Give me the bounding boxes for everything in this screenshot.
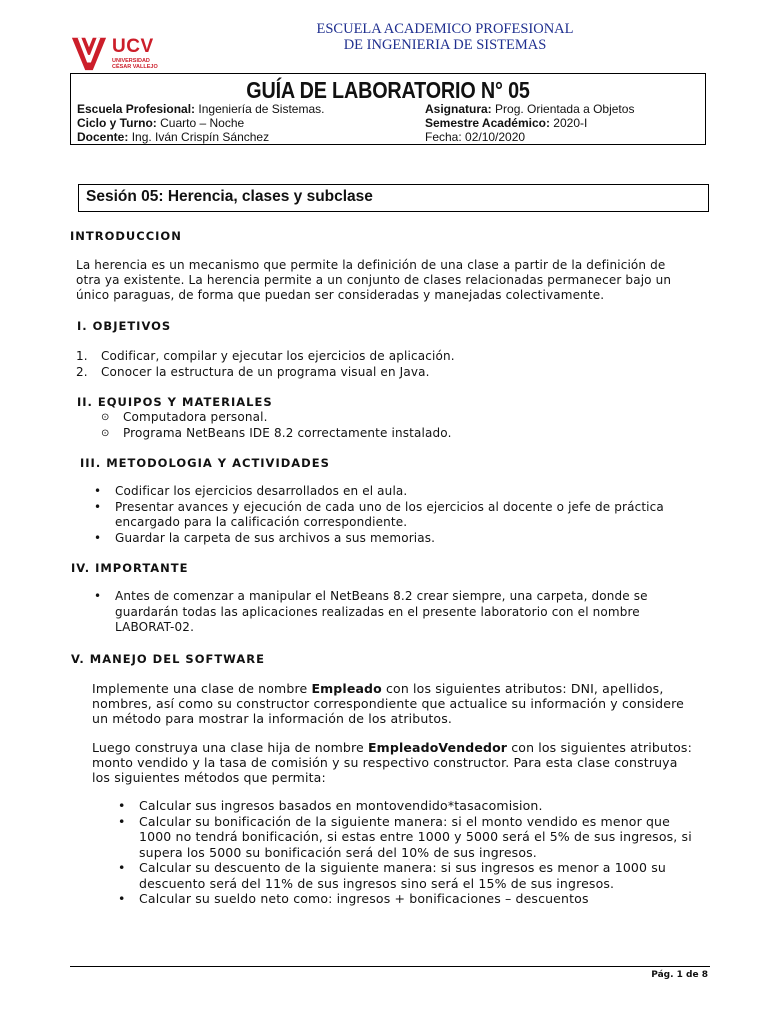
intro-line-1: La herencia es un mecanismo que permite la definición de una clase a partir de la definición de <box>76 258 666 272</box>
bullet-icon: • <box>118 860 126 875</box>
software-p1-line-2: nombres, así como su constructor correspondiente que actualice su información y considere <box>92 696 684 711</box>
school-header-line-1: ESCUELA ACADEMICO PROFESIONAL <box>316 21 574 37</box>
list-item-continuation: LABORAT-02. <box>115 620 195 634</box>
list-item-continuation: descuento será del 11% de sus ingresos sino será el 15% de sus ingresos. <box>139 875 615 891</box>
bullet-icon: • <box>94 589 102 603</box>
ucv-logo <box>70 34 170 74</box>
session-box <box>78 184 709 212</box>
ciclo-field: Ciclo y Turno: Cuarto – Noche <box>77 116 245 130</box>
guide-header-box <box>70 73 706 145</box>
list-item: 2. Conocer la estructura de un programa visual en Java. <box>76 364 430 379</box>
equipos-list <box>101 410 452 441</box>
list-item: • Calcular su sueldo neto como: ingresos + bonificaciones – descuentos <box>118 891 589 906</box>
bullet-icon: • <box>118 891 126 906</box>
list-item: 1. Codificar, compilar y ejecutar los ejercicios de aplicación. <box>76 349 455 363</box>
intro-line-2: otra ya existente. La herencia permite a un conjunto de clases relacionadas permanecer bajo un <box>76 273 672 287</box>
semestre-field: Semestre Académico: 2020-I <box>425 116 588 130</box>
clock-bullet-icon: ⊙ <box>101 427 110 439</box>
intro-line-3: único paraguas, de forma que puedan ser consideradas y manejadas colectivamente. <box>76 288 605 302</box>
page-number: Pág. 1 de 8 <box>651 970 708 980</box>
session-title: Sesión 05: Herencia, clases y subclase <box>86 188 373 205</box>
software-p2-line-2: monto vendido y la tasa de comisión y su respectivo constructor. Para esta clase construya <box>92 755 678 770</box>
fecha-field: Fecha: 02/10/2020 <box>425 130 526 144</box>
software-p1-line-3: un método para mostrar la información de los atributos. <box>92 711 453 726</box>
list-item-continuation: 1000 no tendrá bonificación, si estas entre 1000 y 5000 será el 5% de sus ingresos, si <box>139 829 692 844</box>
list-item: • Codificar los ejercicios desarrollados en el aula. <box>94 484 408 498</box>
equipos-heading: II. EQUIPOS Y MATERIALES <box>77 395 273 409</box>
metodologia-list <box>94 484 664 546</box>
importante-heading: IV. IMPORTANTE <box>71 561 189 575</box>
bullet-icon: • <box>94 530 102 545</box>
guide-title: GUÍA DE LABORATORIO N° 05 <box>246 77 530 103</box>
bullet-icon: • <box>94 484 102 498</box>
objetivos-heading: I. OBJETIVOS <box>77 319 172 333</box>
list-item-continuation: supera los 5000 su bonificación será del 10% de sus ingresos. <box>139 844 537 860</box>
bullet-icon: • <box>118 798 126 813</box>
bullet-icon: • <box>118 813 126 829</box>
docente-field: Docente: Ing. Iván Crispín Sánchez <box>77 130 270 144</box>
list-item: • Calcular su descuento de la siguiente manera: si sus ingresos es menor a 1000 su <box>118 860 666 875</box>
list-item: ⊙ Computadora personal. <box>101 410 268 424</box>
importante-list <box>94 589 648 636</box>
intro-heading: INTRODUCCION <box>70 229 182 243</box>
escuela-field: Escuela Profesional: Ingeniería de Sistemas. <box>77 102 325 116</box>
footer-divider <box>70 966 710 967</box>
list-item: • Guardar la carpeta de sus archivos a sus memorias. <box>94 530 436 545</box>
metodologia-heading: III. METODOLOGIA Y ACTIVIDADES <box>80 456 330 470</box>
list-item: ⊙ Programa NetBeans IDE 8.2 correctamente instalado. <box>101 425 452 440</box>
school-header <box>200 21 690 53</box>
list-item: • Presentar avances y ejecución de cada uno de los ejercicios al docente o jefe de práctica <box>94 499 664 514</box>
bullet-icon: • <box>94 499 102 514</box>
clock-bullet-icon: ⊙ <box>101 412 110 423</box>
software-p2-line-3: los siguientes métodos que permita: <box>92 770 326 785</box>
list-item: • Calcular su bonificación de la siguiente manera: si el monto vendido es menor que <box>118 813 670 829</box>
list-item: • Antes de comenzar a manipular el NetBeans 8.2 crear siempre, una carpeta, donde se <box>94 589 648 603</box>
list-item: • Calcular sus ingresos basados en montovendido*tasacomision. <box>118 798 543 813</box>
logo-brand: UCV <box>112 36 154 57</box>
list-item-continuation: guardarán todas las aplicaciones realizadas en el presente laboratorio con el nombre <box>115 604 640 619</box>
software-heading: V. MANEJO DEL SOFTWARE <box>71 652 265 666</box>
school-header-line-2: DE INGENIERIA DE SISTEMAS <box>343 37 547 53</box>
list-item-continuation: encargado para la calificación correspondiente. <box>115 515 408 529</box>
software-methods-list <box>118 798 692 907</box>
logo-tagline: UNIVERSIDAD CÉSAR VALLEJO <box>112 58 158 70</box>
asignatura-field: Asignatura: Prog. Orientada a Objetos <box>425 102 635 116</box>
objetivos-list <box>76 349 455 380</box>
software-p1-line-1: Implemente una clase de nombre Empleado con los siguientes atributos: DNI, apellidos, <box>92 681 664 696</box>
ucv-shield-icon <box>70 34 108 72</box>
software-p2-line-1: Luego construya una clase hija de nombre EmpleadoVendedor con los siguientes atributos: <box>92 740 692 755</box>
